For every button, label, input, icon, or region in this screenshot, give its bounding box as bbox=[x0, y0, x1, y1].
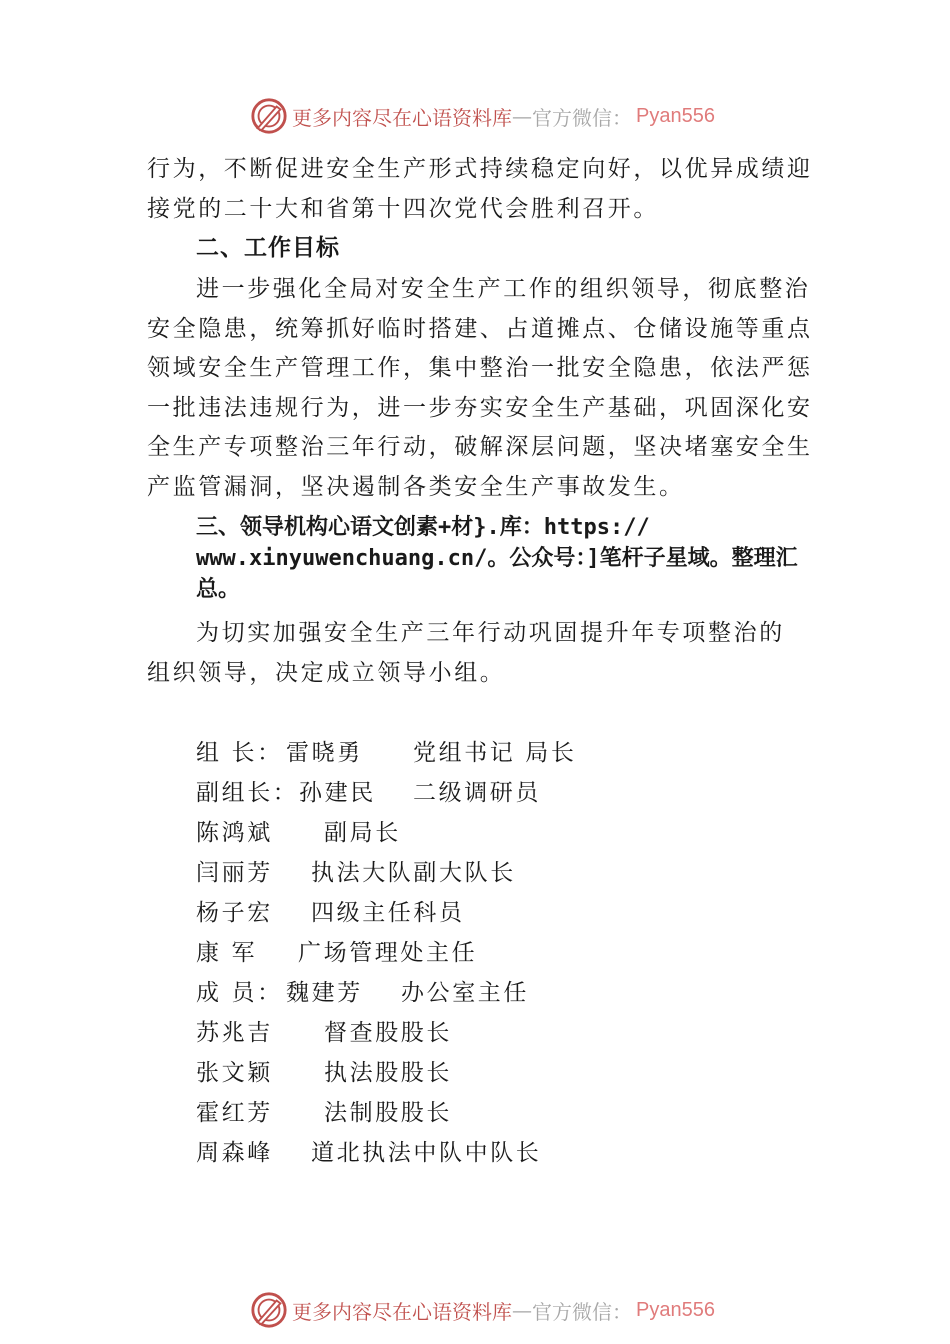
watermark-wechat-id: Pyan556 bbox=[636, 104, 715, 127]
text-line: 产监管漏洞，坚决遏制各类安全生产事故发生。 bbox=[147, 473, 685, 500]
heading-line: 三、领导机构心语文创素+材}.库：https:// bbox=[196, 515, 650, 540]
header-watermark bbox=[250, 96, 715, 136]
text-line: 接党的二十大和省第十四次党代会胜利召开。 bbox=[147, 195, 659, 222]
roster-title: 道北执法中队中队长 bbox=[311, 1140, 542, 1166]
paragraph-leadership bbox=[147, 614, 827, 693]
watermark-dash: — bbox=[512, 104, 532, 128]
roster-name: 陈鸿斌 bbox=[196, 820, 273, 846]
roster-title: 执法股股长 bbox=[324, 1060, 452, 1086]
paragraph-goals bbox=[147, 270, 827, 508]
text-line: 领域安全生产管理工作，集中整治一批安全隐患，依法严惩 bbox=[147, 355, 813, 382]
roster-title: 广场管理处主任 bbox=[298, 940, 478, 966]
watermark-dash: — bbox=[512, 1298, 532, 1322]
text-line: 全生产专项整治三年行动，破解深层问题，坚决堵塞安全生 bbox=[147, 434, 813, 461]
roster-name: 霍红芳 bbox=[196, 1100, 273, 1126]
text-line: 为切实加强安全生产三年行动巩固提升年专项整治的 bbox=[196, 620, 785, 646]
watermark-brand: 更多内容尽在心语资料库 bbox=[292, 105, 512, 130]
heading-line: 总。 bbox=[196, 577, 241, 602]
roster-title: 办公室主任 bbox=[401, 980, 529, 1006]
roster-title: 四级主任科员 bbox=[311, 900, 465, 926]
text-line: 进一步强化全局对安全生产工作的组织领导，彻底整治 bbox=[196, 276, 811, 302]
roster-name: 杨子宏 bbox=[196, 900, 273, 926]
roster-name: 孙建民 bbox=[299, 780, 376, 806]
roster-name: 苏兆吉 bbox=[196, 1020, 273, 1046]
watermark-brand: 更多内容尽在心语资料库 bbox=[292, 1299, 512, 1324]
roster-name: 康 军 bbox=[196, 940, 258, 966]
roster-title: 副局长 bbox=[324, 820, 401, 846]
text-line: 组织领导，决定成立领导小组。 bbox=[147, 659, 506, 686]
roster-title: 执法大队副大队长 bbox=[311, 860, 516, 886]
section-heading-leadership bbox=[196, 512, 856, 605]
section-heading-goals: 二、工作目标 bbox=[196, 235, 340, 261]
roster-name: 周森峰 bbox=[196, 1140, 273, 1166]
roster-name: 闫丽芳 bbox=[196, 860, 273, 886]
roster-name: 魏建芳 bbox=[286, 980, 363, 1006]
roster-title: 二级调研员 bbox=[413, 780, 541, 806]
text-line: 安全隐患，统筹抓好临时搭建、占道摊点、仓储设施等重点 bbox=[147, 315, 813, 342]
roster-role-label: 组 长： bbox=[196, 740, 283, 766]
pen-logo-icon bbox=[250, 1291, 288, 1329]
roster-name: 张文颖 bbox=[196, 1060, 273, 1086]
watermark-wechat-id: Pyan556 bbox=[636, 1298, 715, 1321]
paragraph-intro bbox=[147, 150, 827, 229]
roster-title: 党组书记 局长 bbox=[413, 740, 577, 766]
heading-line: www.xinyuwenchuang.cn/。公众号：]笔杆子星域。整理汇 bbox=[196, 546, 798, 571]
roster-name: 雷晓勇 bbox=[286, 740, 363, 766]
watermark-official-label: 官方微信： bbox=[532, 1299, 632, 1324]
footer-watermark bbox=[250, 1290, 715, 1330]
watermark-official-label: 官方微信： bbox=[532, 105, 632, 130]
text-line: 一批违法违规行为，进一步夯实安全生产基础，巩固深化安 bbox=[147, 394, 813, 421]
roster-title: 法制股股长 bbox=[324, 1100, 452, 1126]
pen-logo-icon bbox=[250, 97, 288, 135]
roster-role-label: 成 员： bbox=[196, 980, 283, 1006]
roster-title: 督查股股长 bbox=[324, 1020, 452, 1046]
roster-role-label: 副组长： bbox=[196, 780, 299, 806]
text-line: 行为，不断促进安全生产形式持续稳定向好，以优异成绩迎 bbox=[147, 156, 813, 182]
